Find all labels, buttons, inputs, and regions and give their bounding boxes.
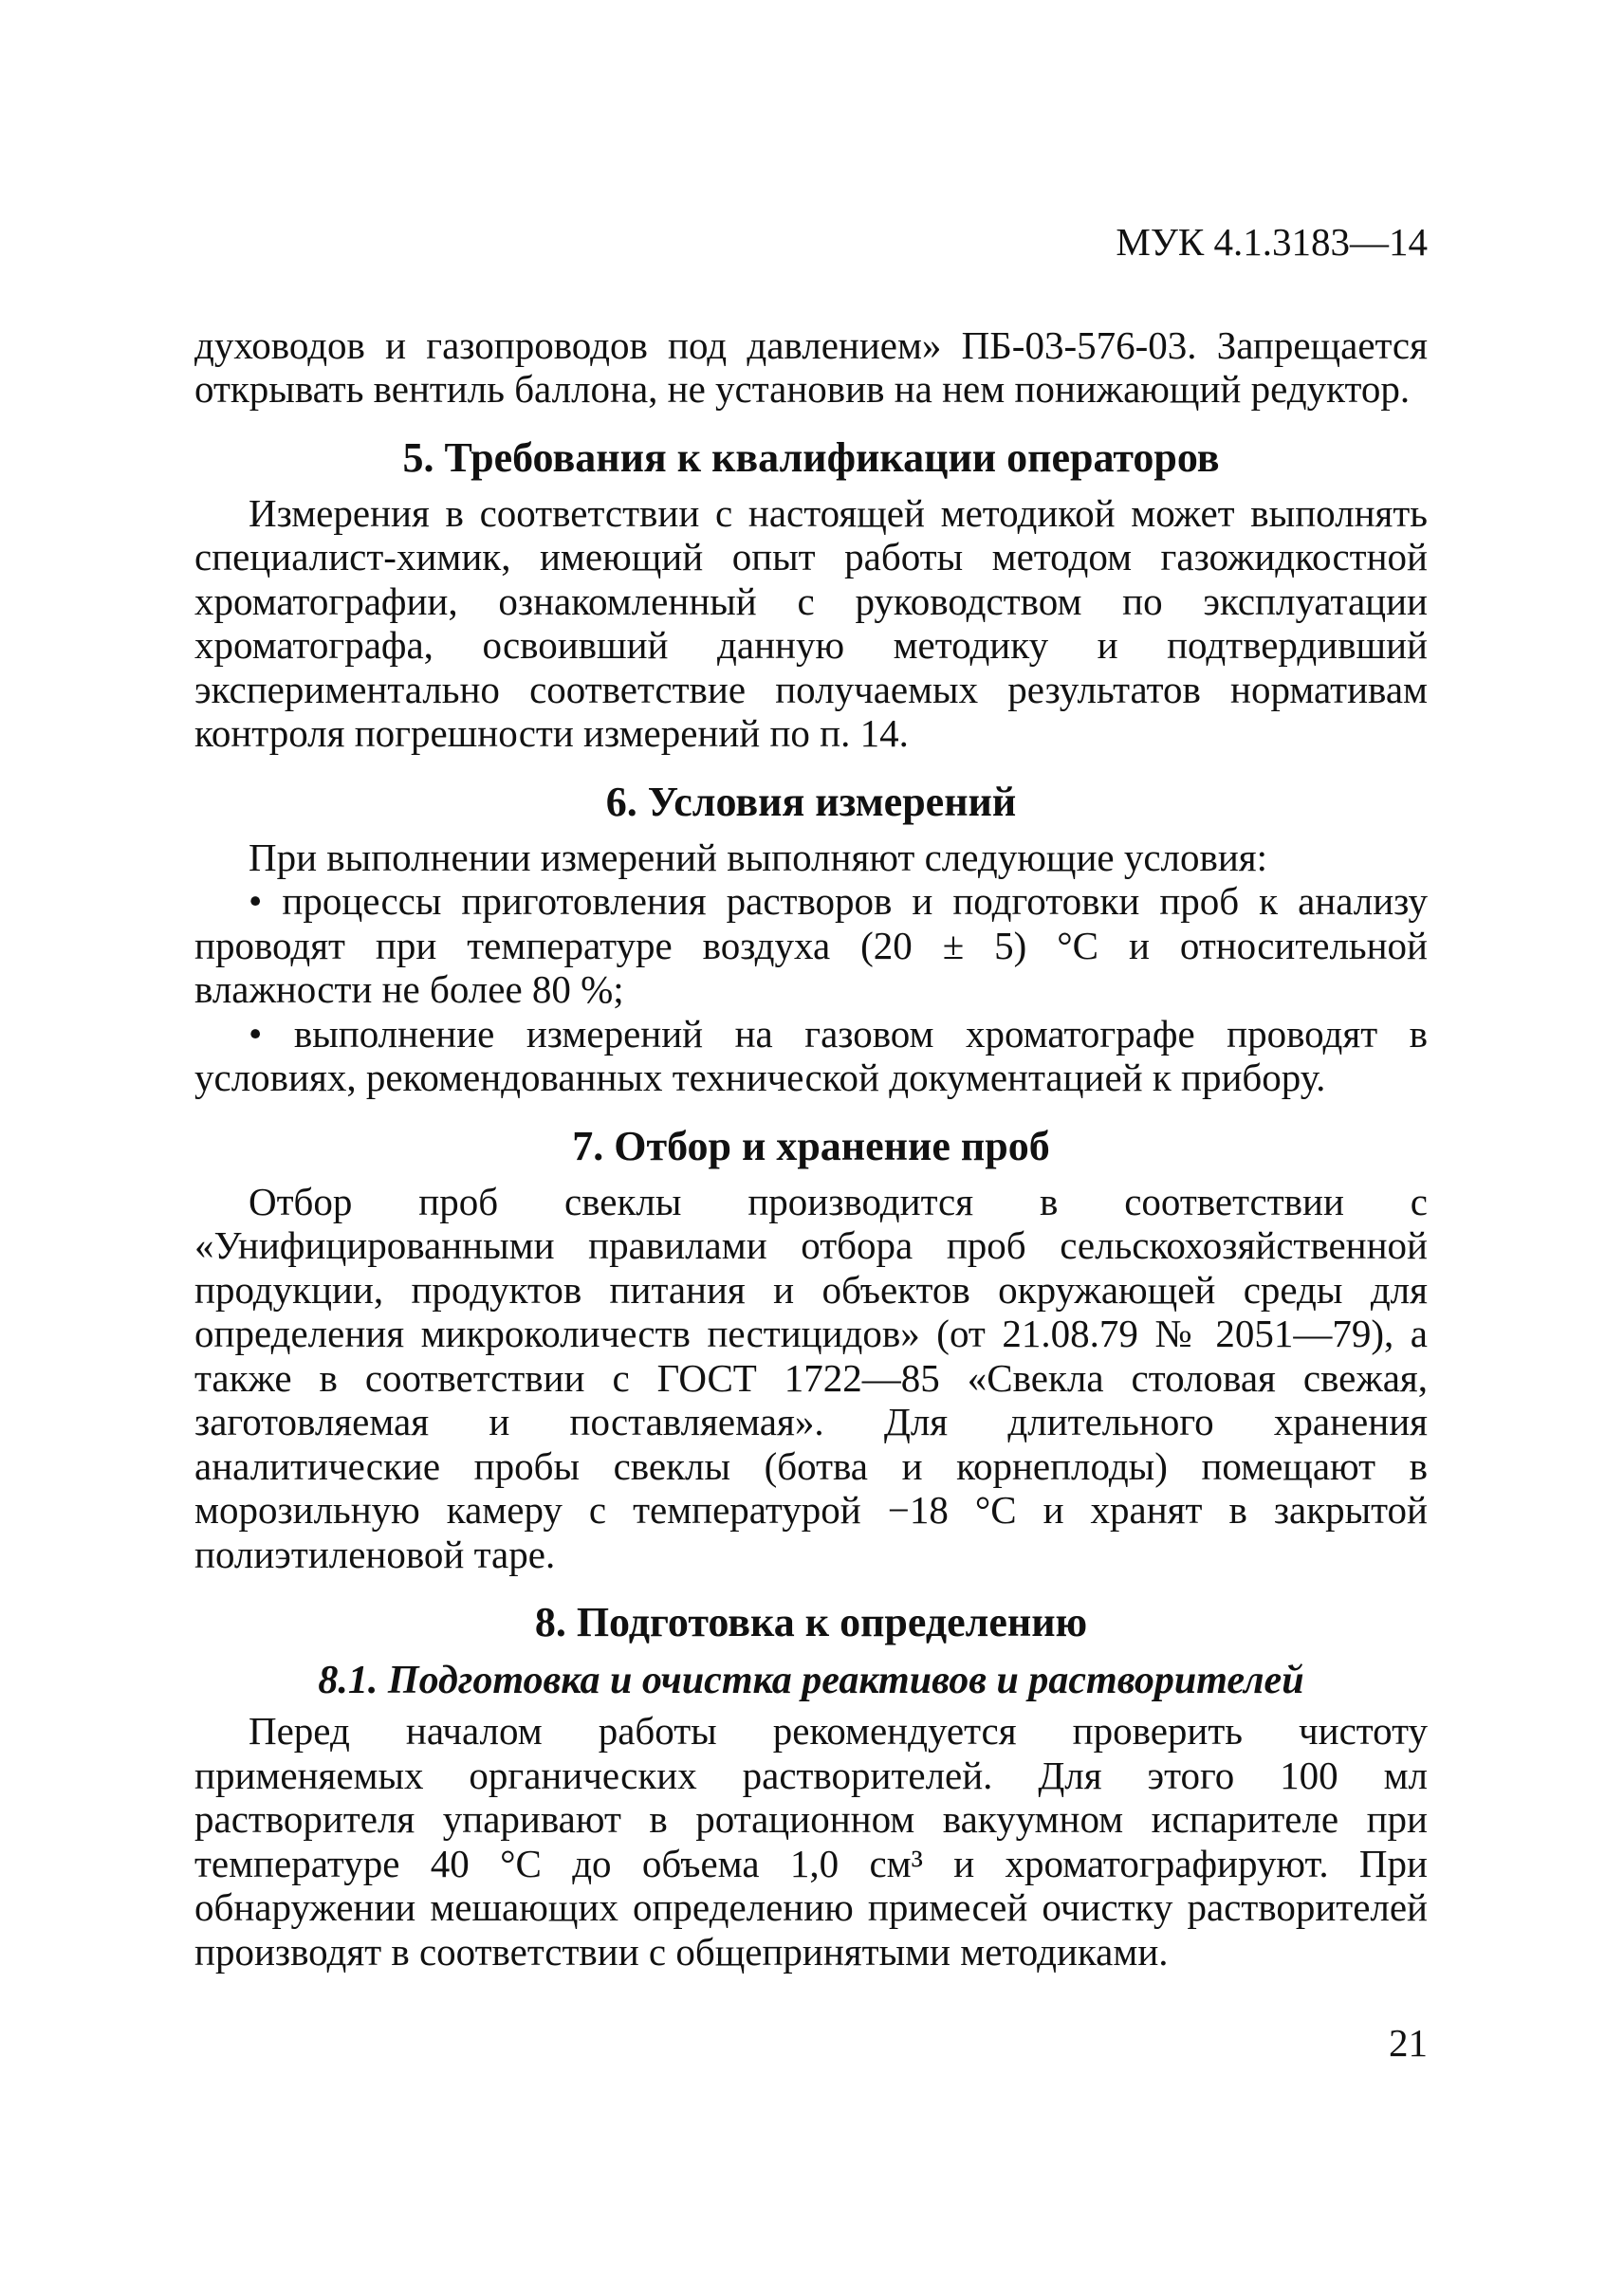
- section-8-preparation: [194, 1599, 1428, 1974]
- section-6-heading: 6. Условия измерений: [605, 778, 1017, 825]
- section-8-heading: 8. Подготовка к определению: [534, 1599, 1088, 1645]
- section-6-intro: При выполнении измерений выполняют следующие условия:: [249, 835, 1268, 879]
- bullet-marker: •: [249, 1011, 263, 1056]
- bullet-text: выполнение измерений на газовом хроматографе проводят в условиях, рекомендованных технической документацией к прибору.: [194, 1011, 1428, 1099]
- bullet-text: процессы приготовления растворов и подготовки проб к анализу проводят при температуре воздуха (20 ± 5) °C и относительной влажности не более 80 %;: [194, 879, 1428, 1011]
- running-header: МУК 4.1.3183—14: [1116, 220, 1428, 264]
- section-7-paragraph: Отбор проб свеклы производится в соответствии с «Унифицированными правилами отбора проб сельскохозяйственной продукции, продуктов питания и объектов окружающей среды для определения микроколичеств пестицидов» (от 21.08.79 № 2051—79), а также в соответствии с ГОСТ 1722—85 «Свекла столовая свежая, заготовляемая и поставляемая». Для длительного хранения аналитические пробы свеклы (ботва и корнеплоды) помещают в морозильную камеру с температурой −18 °C и хранят в закрытой полиэтиленовой таре.: [194, 1179, 1428, 1576]
- subsection-8-1-heading: 8.1. Подготовка и очистка реактивов и растворителей: [318, 1659, 1304, 1702]
- bullet-marker: •: [249, 879, 263, 923]
- bullet-item: [194, 1012, 1428, 1100]
- section-6-measurement-conditions: [194, 779, 1428, 1100]
- subsection-8-1-paragraph: Перед началом работы рекомендуется проверить чистоту применяемых органических растворителей. Для этого 100 мл растворителя упаривают в ротационном вакуумном испарителе при температуре 40 °C до объема 1,0 см³ и хроматографируют. При обнаружении мешающих определению примесей очистку растворителей производят в соответствии с общепринятыми методиками.: [194, 1709, 1428, 1974]
- bullet-item: [194, 879, 1428, 1012]
- continuation-paragraph: духоводов и газопроводов под давлением» ПБ-03-576-03. Запрещается открывать вентиль баллона, не установив на нем понижающий редуктор.: [194, 322, 1428, 411]
- section-7-sampling-and-storage: [194, 1123, 1428, 1577]
- page-number: 21: [1389, 2021, 1428, 2065]
- section-5-heading: 5. Требования к квалификации операторов: [402, 433, 1220, 481]
- section-5-operator-qualification: [194, 434, 1428, 756]
- section-7-heading: 7. Отбор и хранение проб: [572, 1122, 1050, 1169]
- section-5-paragraph: Измерения в соответствии с настоящей методикой может выполнять специалист-химик, имеющий опыт работы методом газожидкостной хроматографии, ознакомленный с руководством по эксплуатации хроматографа, освоивший данную методику и подтвердивший экспериментально соответствие получаемых результатов нормативам контроля погрешности измерений по п. 14.: [194, 490, 1428, 755]
